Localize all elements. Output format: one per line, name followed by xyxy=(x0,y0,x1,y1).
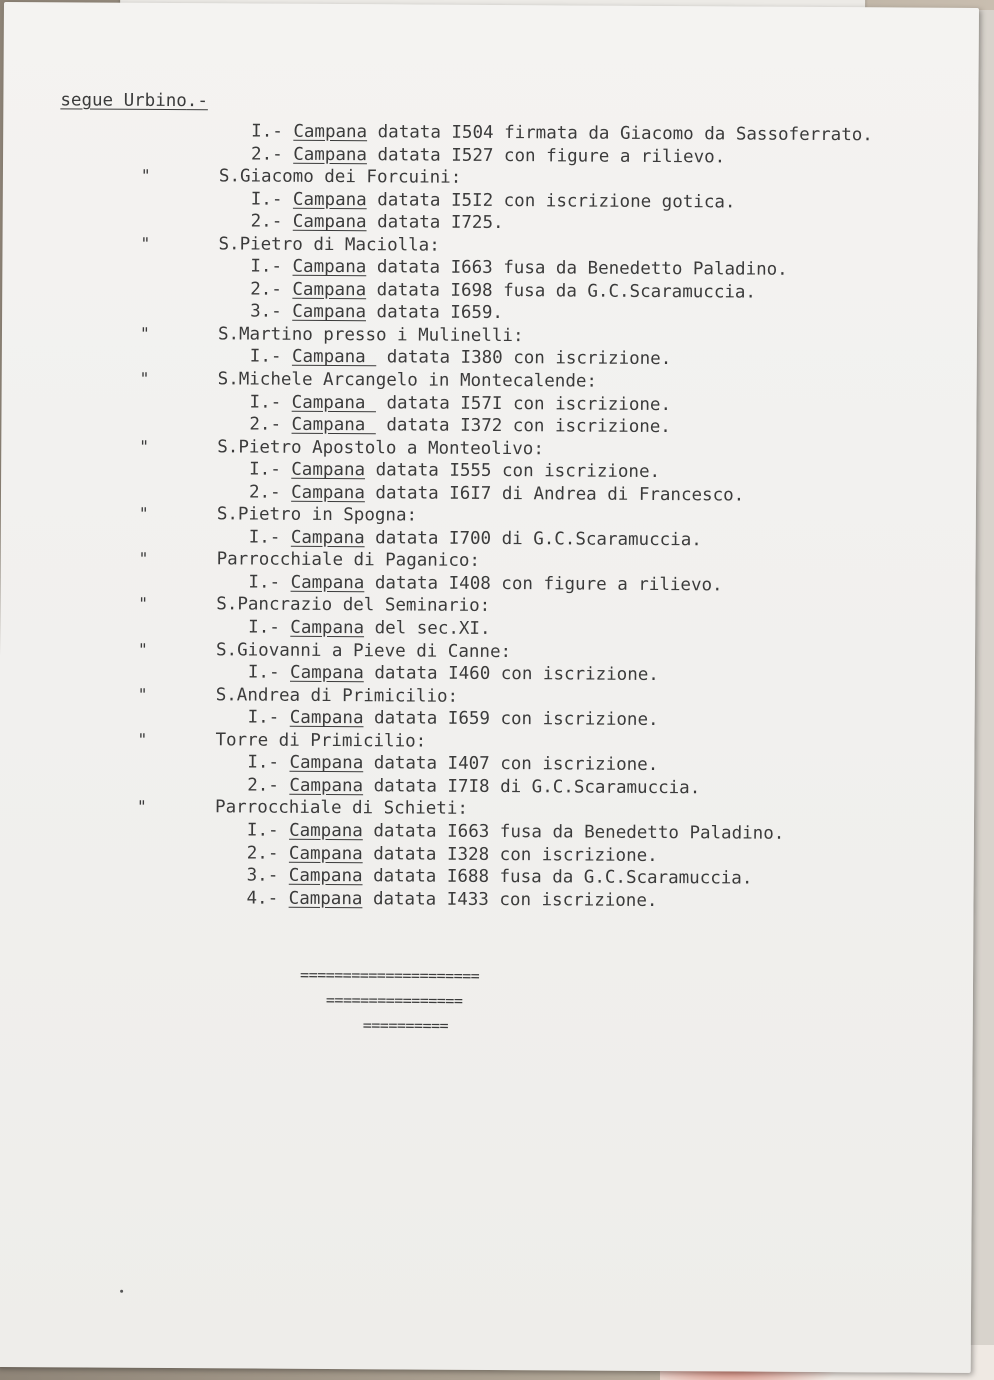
ditto-mark: " xyxy=(137,797,147,817)
closing-rule-1: ===================== xyxy=(300,965,480,985)
item-description: datata I408 con figure a rilievo. xyxy=(364,573,723,596)
item-underlined-word: Campana xyxy=(289,775,364,797)
item-number: 2.- xyxy=(247,775,279,796)
item-number: I.- xyxy=(250,189,283,210)
heading-text: segue Urbino xyxy=(60,90,187,112)
bell-item-text xyxy=(248,663,659,686)
bell-item-text xyxy=(249,415,671,438)
item-description: datata I527 con figure a rilievo. xyxy=(366,144,726,167)
ditto-mark: " xyxy=(137,639,148,659)
church-name: S.Pietro Apostolo a Monteolivo: xyxy=(217,436,544,459)
item-number: I.- xyxy=(249,392,282,413)
item-description: datata I407 con iscrizione. xyxy=(363,753,659,776)
item-description: datata I663 fusa da Benedetto Paladino. xyxy=(366,257,788,281)
item-underlined-word: Campana xyxy=(291,459,366,481)
item-description: datata I5I2 con iscrizione gotica. xyxy=(366,189,736,213)
closing-rules xyxy=(0,964,973,1035)
typed-document-page xyxy=(0,2,979,1373)
item-underlined-word: Campana xyxy=(290,662,364,684)
item-number: 2.- xyxy=(250,279,282,300)
bell-item-text xyxy=(248,708,659,731)
church-name: S.Martino presso i Mulinelli: xyxy=(217,324,524,347)
page-heading xyxy=(60,90,208,111)
church-name: Torre di Primicilio: xyxy=(215,730,427,752)
bell-item-text xyxy=(250,347,672,370)
bell-item-text xyxy=(247,820,784,843)
item-description: datata I6I7 di Andrea di Francesco. xyxy=(364,482,745,506)
item-underlined-word: Campana xyxy=(293,121,368,143)
item-number: I.- xyxy=(248,527,281,548)
bell-item-text xyxy=(251,212,504,234)
item-number: I.- xyxy=(247,662,280,683)
item-number: I.- xyxy=(251,121,283,142)
ditto-mark: " xyxy=(137,684,148,704)
item-number: I.- xyxy=(249,346,282,368)
church-name: Parrocchiale di Schieti: xyxy=(215,797,469,820)
item-number: I.- xyxy=(247,707,280,728)
item-underlined-word: Campana xyxy=(292,302,367,323)
item-underlined-word: Campana xyxy=(288,843,363,864)
bell-item-text xyxy=(251,144,725,167)
closing-rule-3: ========== xyxy=(362,1016,449,1035)
church-name: S.Giovanni a Pieve di Canne: xyxy=(215,639,512,662)
item-underlined-word: Campana xyxy=(288,865,363,887)
ditto-mark: " xyxy=(138,594,149,614)
bell-item-text xyxy=(249,527,702,550)
item-underlined-word: Campana xyxy=(291,347,377,368)
ditto-mark: " xyxy=(140,165,151,185)
church-name: Parrocchiale di Paganico: xyxy=(216,549,481,572)
bell-item-text xyxy=(250,279,756,302)
item-description: datata I460 con iscrizione. xyxy=(363,663,659,686)
bell-item-text xyxy=(247,753,658,776)
item-number: 2.- xyxy=(246,842,279,864)
item-underlined-word: Campana xyxy=(291,392,377,413)
item-underlined-word: Campana xyxy=(289,753,364,774)
item-description: datata I328 con iscrizione. xyxy=(362,843,658,866)
bell-item-text xyxy=(249,392,671,415)
item-underlined-word: Campana xyxy=(291,414,376,436)
item-number: I.- xyxy=(249,459,281,480)
bell-item-text xyxy=(248,618,490,639)
bell-item-text xyxy=(250,257,787,280)
closing-rule-2: ================ xyxy=(325,990,463,1010)
stray-ink-dot xyxy=(120,1290,123,1293)
item-number: I.- xyxy=(250,256,283,277)
item-number: 2.- xyxy=(250,211,283,232)
item-underlined-word: Campana xyxy=(290,572,365,594)
church-name: S.Pietro in Spogna: xyxy=(216,504,418,526)
item-number: I.- xyxy=(247,752,280,774)
item-number: 4.- xyxy=(246,888,279,909)
item-number: 3.- xyxy=(250,301,282,323)
item-description: datata I555 con iscrizione. xyxy=(365,460,661,483)
item-description: datata I504 firmata da Giacomo da Sassoferrato. xyxy=(367,122,873,146)
item-number: I.- xyxy=(248,617,280,638)
item-description: datata I725. xyxy=(366,212,504,234)
bell-item-text xyxy=(249,482,744,505)
item-description: datata I57I con iscrizione. xyxy=(375,392,672,415)
item-number: I.- xyxy=(248,572,281,593)
bell-item-row xyxy=(0,887,974,916)
bell-item-text xyxy=(248,572,722,595)
ditto-mark: " xyxy=(139,436,149,456)
church-name: S.Michele Arcangelo in Montecalende: xyxy=(217,369,598,392)
ditto-mark: " xyxy=(138,549,149,569)
church-name: S.Pietro di Maciolla: xyxy=(218,234,440,256)
item-description: datata I700 di G.C.Scaramuccia. xyxy=(364,528,702,551)
item-number: I.- xyxy=(246,820,279,841)
item-number: 2.- xyxy=(251,144,283,165)
item-underlined-word: Campana xyxy=(292,211,367,233)
item-number: 2.- xyxy=(249,414,282,435)
bell-inventory-list xyxy=(0,120,978,915)
item-underlined-word: Campana xyxy=(290,527,365,549)
ditto-mark: " xyxy=(138,504,149,524)
church-name: S.Pancrazio del Seminario: xyxy=(216,594,491,617)
item-description: datata I659 con iscrizione. xyxy=(363,708,659,731)
item-underlined-word: Campana xyxy=(290,617,365,639)
bell-item-text xyxy=(250,302,503,324)
item-description: datata I433 con iscrizione. xyxy=(362,888,658,911)
item-description: datata I380 con iscrizione. xyxy=(376,347,672,370)
bell-item-text xyxy=(247,843,658,866)
bell-item-text xyxy=(246,888,657,911)
item-underlined-word: Campana xyxy=(292,189,367,210)
bell-item-text xyxy=(251,189,736,212)
ditto-mark: " xyxy=(139,368,150,388)
item-description: datata I688 fusa da G.C.Scaramuccia. xyxy=(362,866,753,889)
ditto-mark: " xyxy=(139,323,150,343)
item-number: 3.- xyxy=(246,865,279,886)
item-underlined-word: Campana xyxy=(291,482,365,503)
church-name: S.Giacomo dei Forcuini: xyxy=(218,166,462,188)
item-underlined-word: Campana xyxy=(292,257,367,278)
item-description: datata I663 fusa da Benedetto Paladino. xyxy=(362,821,785,844)
heading-tail: .- xyxy=(186,91,208,112)
item-underlined-word: Campana xyxy=(292,279,367,301)
ditto-mark: " xyxy=(137,729,148,749)
item-description: datata I372 con iscrizione. xyxy=(375,415,671,438)
bell-item-text xyxy=(247,775,700,798)
bell-item-text xyxy=(247,866,753,889)
bell-item-text xyxy=(251,122,873,146)
ditto-mark: " xyxy=(140,233,151,253)
item-number: 2.- xyxy=(248,482,281,503)
item-underlined-word: Campana xyxy=(288,888,363,909)
item-underlined-word: Campana xyxy=(289,820,363,842)
item-description: del sec.XI. xyxy=(364,618,491,640)
bell-item-text xyxy=(249,460,660,483)
item-description: datata I7I8 di G.C.Scaramuccia. xyxy=(363,776,701,799)
item-description: datata I698 fusa da G.C.Scaramuccia. xyxy=(366,280,757,303)
item-underlined-word: Campana xyxy=(289,707,364,729)
item-description: datata I659. xyxy=(365,302,504,324)
item-underlined-word: Campana xyxy=(293,144,368,165)
church-name: S.Andrea di Primicilio: xyxy=(215,684,459,707)
